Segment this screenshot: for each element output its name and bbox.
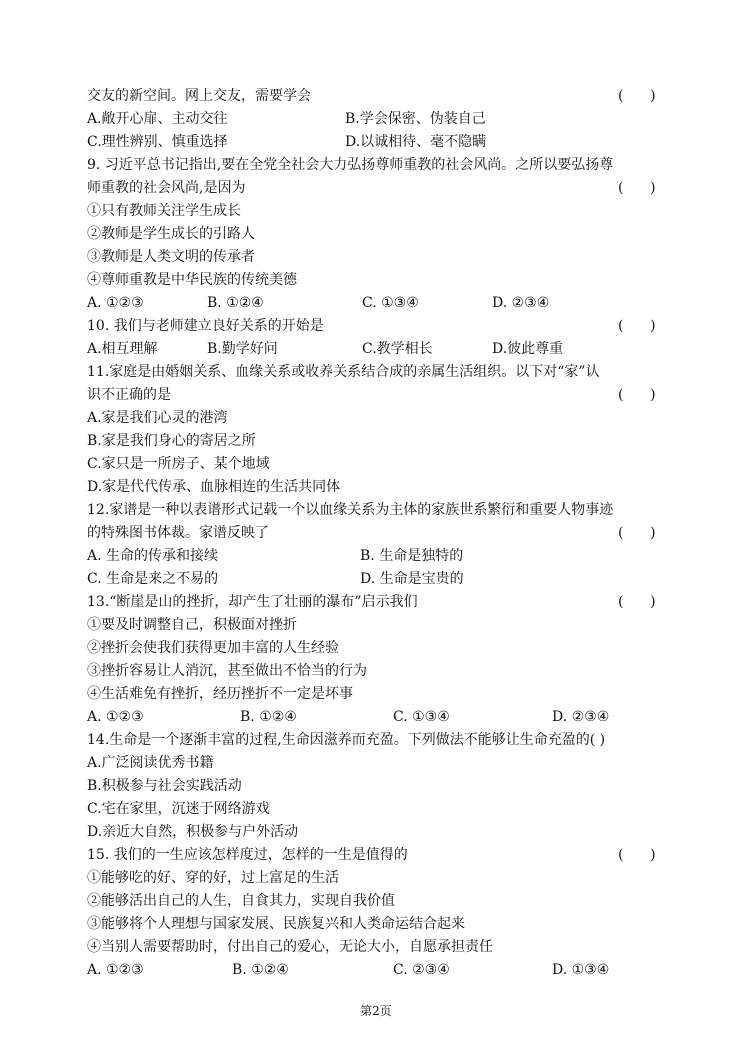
q10-stem: 10. 我们与老师建立良好关系的开始是 xyxy=(87,318,324,334)
q9-item-1: ①只有教师关注学生成长 xyxy=(87,203,241,219)
q12-option-c: C. 生命是来之不易的 xyxy=(87,571,219,587)
q9-item-2: ②教师是学生成长的引路人 xyxy=(87,226,255,242)
q11-stem-line2: 识不正确的是 xyxy=(87,387,171,403)
q15-option-d: D. ①③④ xyxy=(552,962,610,978)
q9-item-3: ③教师是人类文明的传承者 xyxy=(87,249,255,265)
q9-item-4: ④尊师重教是中华民族的传统美德 xyxy=(87,272,297,288)
q9-stem-line1: 9. 习近平总书记指出,要在全党全社会大力弘扬尊师重教的社会风尚。之所以要弘扬尊 xyxy=(87,157,614,173)
q15-item-4: ④当别人需要帮助时，付出自己的爱心，无论大小，自愿承担责任 xyxy=(87,939,493,955)
q9-option-a: A. ①②③ xyxy=(87,295,144,311)
q15-option-c: C. ②③④ xyxy=(393,962,450,978)
q12-option-a: A. 生命的传承和接续 xyxy=(87,548,219,564)
q11-option-b: B.家是我们身心的寄居之所 xyxy=(87,433,256,449)
q12-stem-line2: 的特殊图书体裁。家谱反映了 xyxy=(87,525,269,541)
q12-stem-line1: 12.家谱是一种以表谱形式记载一个以血缘关系为主体的家族世系繁衍和重要人物事迹 xyxy=(87,502,614,518)
q12-option-d: D. 生命是宝贵的 xyxy=(360,571,464,587)
q10-option-c: C.教学相长 xyxy=(362,341,433,357)
q14-option-a: A.广泛阅读优秀书籍 xyxy=(87,755,214,771)
q13-answer-paren: ( ) xyxy=(618,594,656,610)
q10-option-d: D.彼此尊重 xyxy=(492,341,564,357)
q15-stem: 15. 我们的一生应该怎样度过，怎样的一生是值得的 xyxy=(87,847,408,863)
q15-option-a: A. ①②③ xyxy=(87,962,144,978)
q13-option-a: A. ①②③ xyxy=(87,709,144,725)
page-number: 第2页 xyxy=(360,1004,392,1018)
q15-item-1: ①能够吃的好、穿的好，过上富足的生活 xyxy=(87,870,339,886)
q9-stem-line2: 师重教的社会风尚,是因为 xyxy=(87,180,246,196)
q10-option-a: A.相互理解 xyxy=(87,341,158,357)
q14-option-c: C.宅在家里，沉迷于网络游戏 xyxy=(87,801,270,817)
q15-item-2: ②能够活出自己的人生，自食其力，实现自我价值 xyxy=(87,893,395,909)
q13-option-c: C. ①③④ xyxy=(393,709,450,725)
q10-answer-paren: ( ) xyxy=(618,318,656,334)
q13-item-2: ②挫折会使我们获得更加丰富的人生经验 xyxy=(87,640,339,656)
q13-item-1: ①要及时调整自己，积极面对挫折 xyxy=(87,617,297,633)
q11-option-c: C.家只是一所房子、某个地域 xyxy=(87,456,270,472)
q12-answer-paren: ( ) xyxy=(618,525,656,541)
q12-option-b: B. 生命是独特的 xyxy=(360,548,464,564)
q9-option-b: B. ①②④ xyxy=(207,295,264,311)
q8-answer-paren: ( ) xyxy=(618,88,656,104)
q13-option-b: B. ①②④ xyxy=(240,709,297,725)
q8-stem: 交友的新空间。网上交友，需要学会 xyxy=(87,88,311,104)
q10-option-b: B.勤学好问 xyxy=(207,341,278,357)
q8-option-c: C.理性辨别、慎重选择 xyxy=(87,134,228,150)
q14-stem: 14.生命是一个逐渐丰富的过程,生命因滋养而充盈。下列做法不能够让生命充盈的( ) xyxy=(87,732,606,748)
q15-answer-paren: ( ) xyxy=(618,847,656,863)
q11-option-a: A.家是我们心灵的港湾 xyxy=(87,410,228,426)
q15-item-3: ③能够将个人理想与国家发展、民族复兴和人类命运结合起来 xyxy=(87,916,465,932)
q13-option-d: D. ②③④ xyxy=(552,709,610,725)
q11-stem-line1: 11.家庭是由婚姻关系、血缘关系或收养关系结合成的亲属生活组织。以下对“家”认 xyxy=(87,364,600,380)
q8-option-a: A.敞开心扉、主动交往 xyxy=(87,111,228,127)
q15-option-b: B. ①②④ xyxy=(232,962,289,978)
q11-answer-paren: ( ) xyxy=(618,387,656,403)
q8-option-d: D.以诚相待、毫不隐瞒 xyxy=(345,134,487,150)
q13-item-3: ③挫折容易让人消沉，甚至做出不恰当的行为 xyxy=(87,663,367,679)
q14-option-b: B.积极参与社会实践活动 xyxy=(87,778,242,794)
q13-stem: 13.“断崖是山的挫折，却产生了壮丽的瀑布”启示我们 xyxy=(87,594,418,610)
q13-item-4: ④生活难免有挫折，经历挫折不一定是坏事 xyxy=(87,686,353,702)
q11-option-d: D.家是代代传承、血脉相连的生活共同体 xyxy=(87,479,341,495)
q9-answer-paren: ( ) xyxy=(618,180,656,196)
q8-option-b: B.学会保密、伪装自己 xyxy=(345,111,486,127)
q9-option-c: C. ①③④ xyxy=(362,295,419,311)
q9-option-d: D. ②③④ xyxy=(492,295,550,311)
q14-option-d: D.亲近大自然，积极参与户外活动 xyxy=(87,824,299,840)
